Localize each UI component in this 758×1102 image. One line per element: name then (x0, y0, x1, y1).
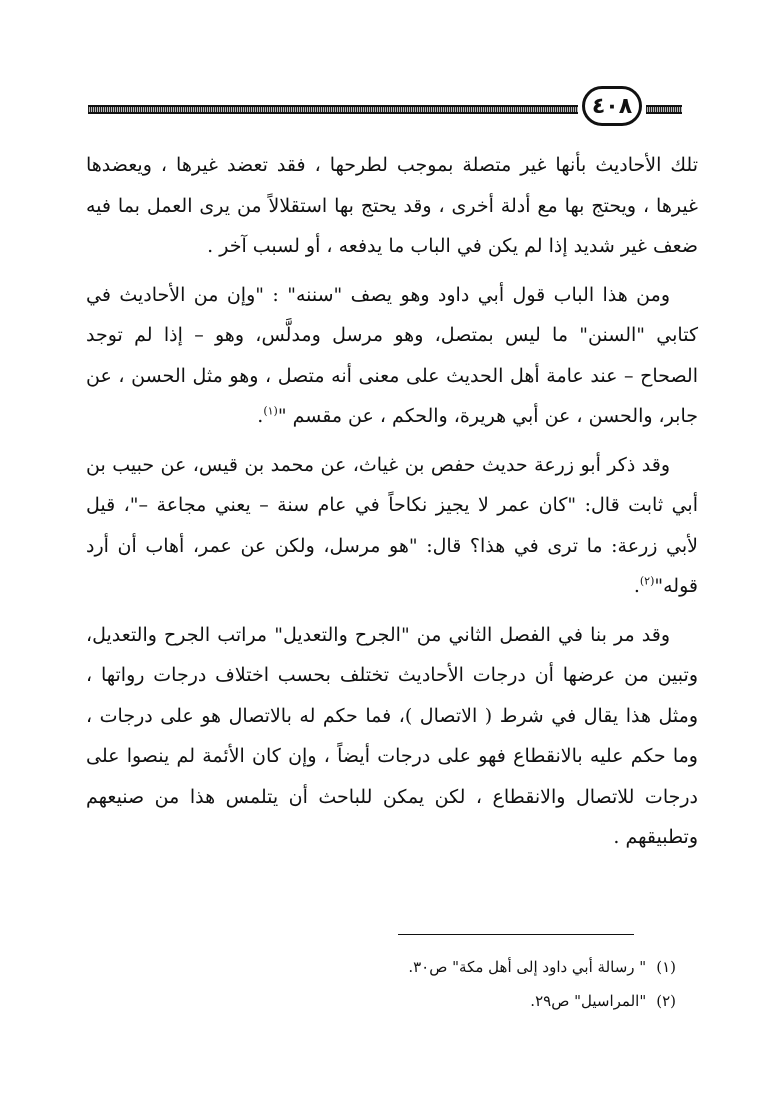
paragraph-text: وقد ذكر أبو زرعة حديث حفص بن غياث، عن محمد بن قيس، عن حبيب بن أبي ثابت قال: "كان عمر لا يجيز نكاحاً في عام سنة – يعني مجاعة –"، قيل لأبي زرعة: ما ترى في هذا؟ قال: "هو مرسل، ولكن عن عمر، أهاب أن أرد قوله" (86, 453, 698, 597)
footnote-text: " رسالة أبي داود إلى أهل مكة" ص٣٠. (408, 958, 647, 976)
page-number-badge (582, 86, 642, 126)
footnote-separator (398, 934, 634, 935)
page-number: ٤٠٨ (591, 93, 633, 119)
paragraph-text: وقد مر بنا في الفصل الثاني من "الجرح والتعديل" مراتب الجرح والتعديل، وتبين من عرضها أن درجات الأحاديث تختلف بحسب اختلاف درجات رواتها ، ومثل هذا يقال في شرط ( الاتصال )، فما حكم له بالاتصال هو على درجات ، وما حكم عليه بالانقطاع فهو على درجات أيضاً ، وإن كان الأئمة لم ينصوا على درجات للاتصال والانقطاع ، لكن يمكن للباحث أن يتلمس هذا من صنيعهم وتطبيقهم . (86, 623, 698, 848)
paragraph-text: تلك الأحاديث بأنها غير متصلة بموجب لطرحها ، فقد تعضد غيرها ، ويعضدها غيرها ، ويحتج بها مع أدلة أخرى ، وقد يحتج بها استقلالاً من يرى العمل بما فيه ضعف غير شديد إذا لم يكن في الباب ما يدفعه ، أو لسبب آخر . (86, 154, 698, 257)
paragraph-1 (86, 145, 698, 267)
header-decorative-rule (88, 105, 578, 114)
footnote-number: (١) (656, 958, 676, 976)
header-decorative-rule-short (646, 105, 682, 114)
footnote-marker[interactable]: (١) (263, 404, 278, 418)
paragraph-2 (86, 275, 698, 437)
page-header (88, 82, 684, 128)
footnote-1 (250, 950, 676, 984)
paragraph-text: ومن هذا الباب قول أبي داود وهو يصف "سننه" : "وإن من الأحاديث في كتابي "السنن" ما ليس بمتصل، وهو مرسل ومدلَّس، وهو – إذا لم توجد الصحاح – عند عامة أهل الحديث على معنى أنه متصل ، وهو مثل الحسن ، عن جابر، والحسن ، عن أبي هريرة، والحكم ، عن مقسم " (86, 283, 698, 427)
footnote-number: (٢) (656, 992, 676, 1010)
main-text (86, 145, 698, 858)
paragraph-tail: . (633, 575, 640, 597)
footnote-text: "المراسيل" ص٢٩. (530, 992, 647, 1010)
footnote-2 (250, 984, 676, 1018)
paragraph-tail: . (257, 405, 264, 427)
paragraph-3 (86, 445, 698, 607)
paragraph-4 (86, 615, 698, 858)
footnote-marker[interactable]: (٢) (639, 574, 655, 588)
footnotes (250, 950, 676, 1018)
